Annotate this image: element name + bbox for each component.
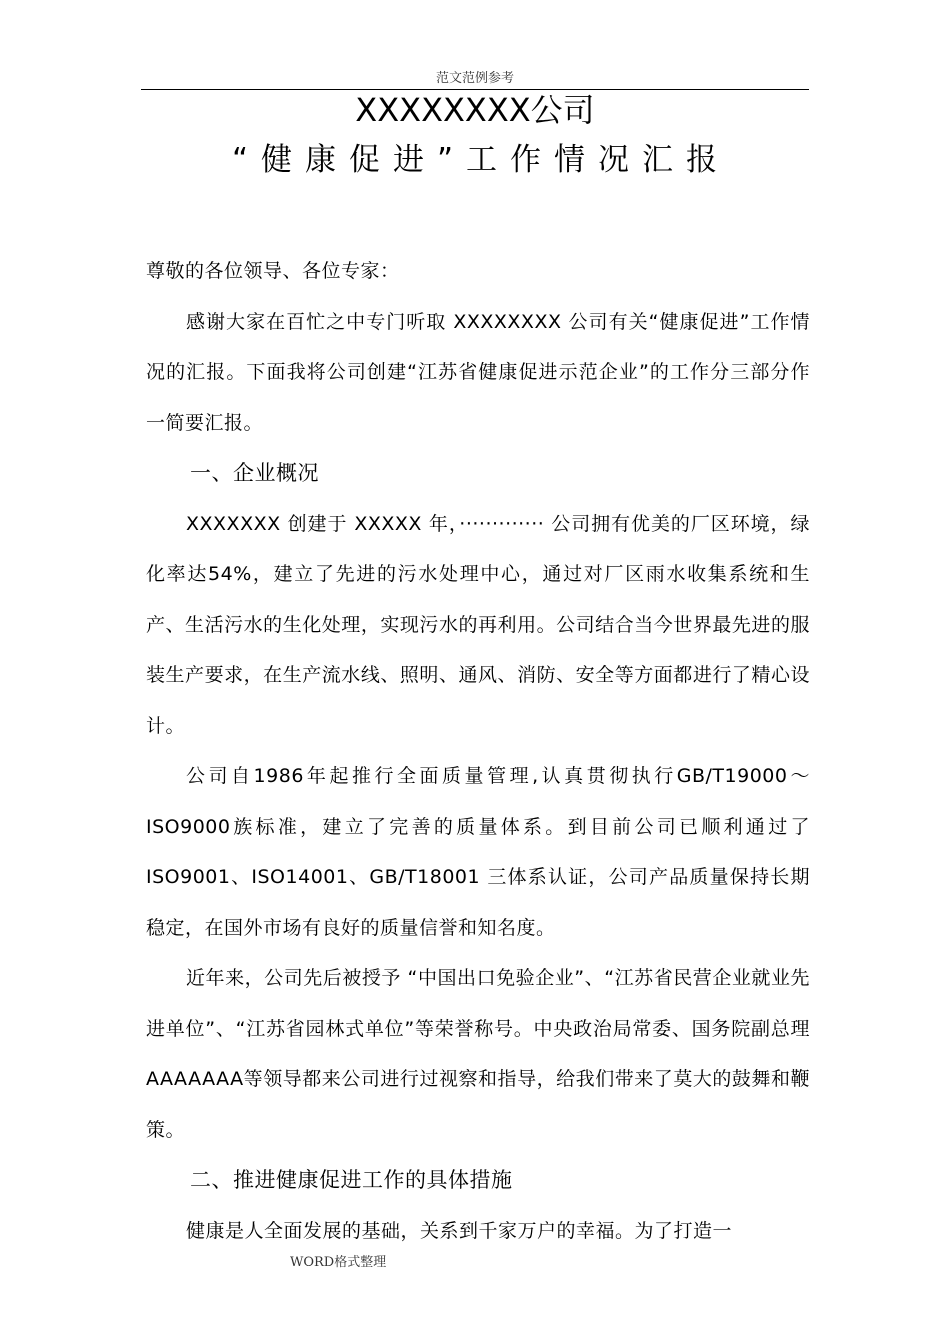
overview-paragraph-1: XXXXXXX 创建于 XXXXX 年，············· 公司拥有优美的厂区环境，绿化率达54%，建立了先进的污水处理中心，通过对厂区雨水收集系统和生产、生活污水的生化处理，实现污水的再利用。公司结合当今世界最先进的服装生产要求，在生产流水线、照明、通风、消防、安全等方面都进行了精心设计。 [146, 512, 810, 737]
overview-paragraph-3: 近年来，公司先后被授予 “中国出口免验企业”、“江苏省民营企业就业先进单位”、“江苏省园林式单位”等荣誉称号。中央政治局常委、国务院副总理AAAAAAA等领导都来公司进行过视察和指导，给我们带来了莫大的鼓舞和鞭策。 [146, 967, 810, 1141]
document-body [146, 246, 810, 1256]
document-title-report: “健康促进”工作情况汇报 [231, 142, 731, 178]
intro-paragraph: 感谢大家在百忙之中专门听取 XXXXXXXX 公司有关“健康促进”工作情况的汇报。下面我将公司创建“江苏省健康促进示范企业”的工作分三部分作一简要汇报。 [146, 310, 810, 434]
page-header: 范文范例参考 [435, 71, 514, 86]
overview-paragraph-2: 公司自1986年起推行全面质量管理,认真贯彻执行GB/T19000～ISO9000族标准，建立了完善的质量体系。到目前公司已顺利通过了ISO9001、ISO14001、GB/T18001 三体系认证，公司产品质量保持长期稳定，在国外市场有良好的质量信誉和知名度。 [146, 765, 810, 939]
section-heading-overview: 一、企业概况 [190, 461, 319, 485]
greeting: 尊敬的各位领导、各位专家： [146, 260, 400, 282]
document-title-company: XXXXXXXX公司 [355, 91, 595, 129]
page-footer: WORD格式整理 [290, 1255, 387, 1270]
section-heading-measures: 二、推进健康促进工作的具体措施 [190, 1168, 513, 1192]
measures-paragraph-1: 健康是人全面发展的基础，关系到千家万户的幸福。为了打造一 [186, 1219, 733, 1242]
